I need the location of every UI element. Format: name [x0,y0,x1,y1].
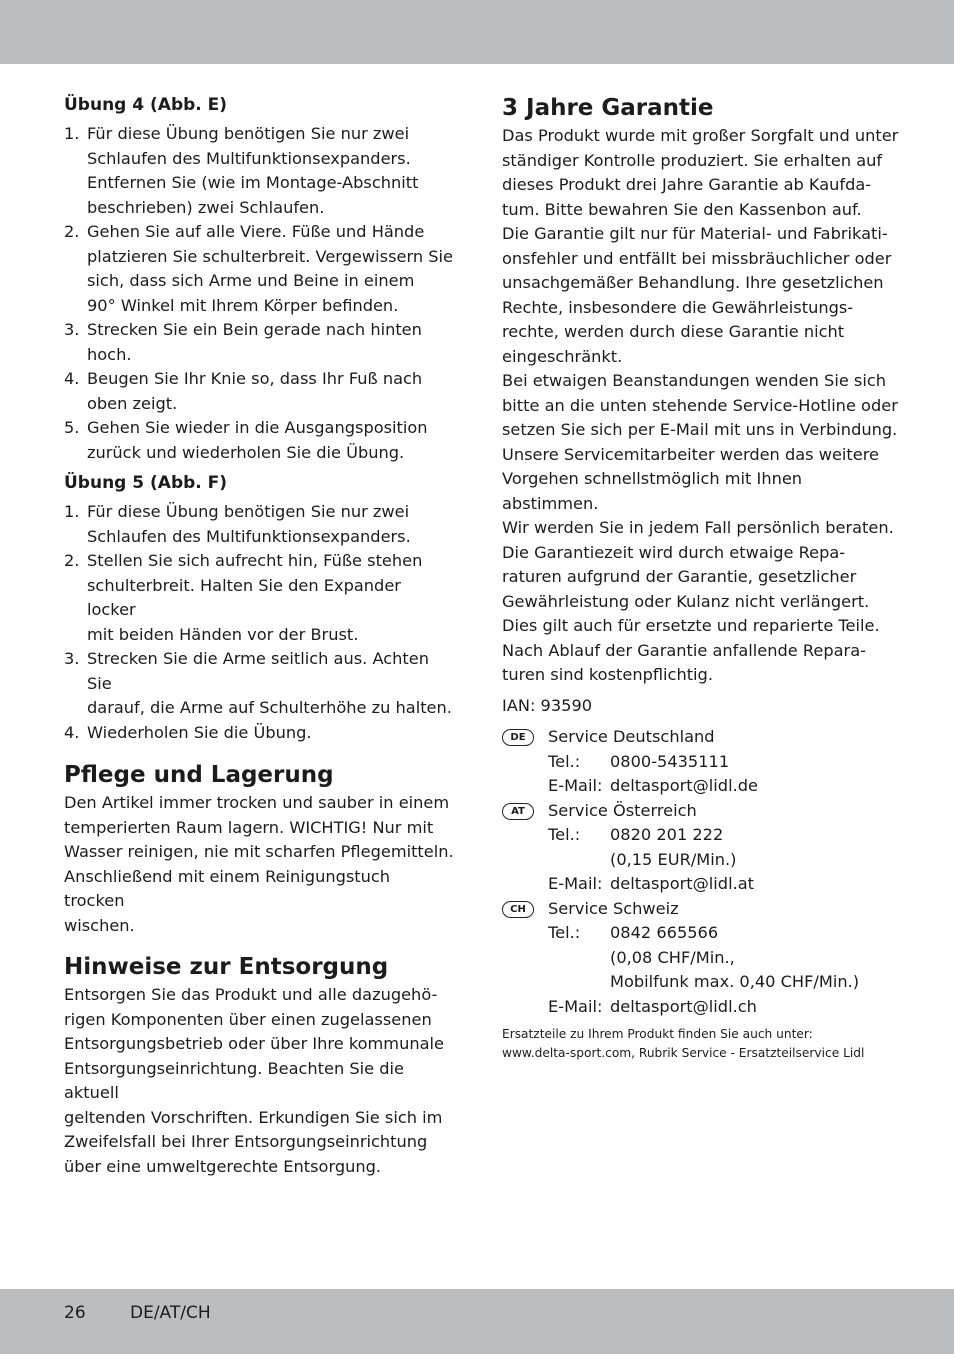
country-badge-at: AT [502,803,534,820]
uebung5-heading: Übung 5 (Abb. F) [64,473,228,493]
header-bar [0,0,954,64]
email-link[interactable]: deltasport@lidl.de [610,776,758,795]
pflege-heading: Pflege und Lagerung [64,762,334,788]
pflege-text: Den Artikel immer trocken und sauber in einem temperierten Raum lagern. WICHTIG! Nur mit Wasser reinigen, nie mit scharfen Pflegemitteln. Anschließend mit einem Reinigungstuch trocken wischen. [64,793,454,935]
list-item: 4. Beugen Sie Ihr Knie so, dass Ihr Fuß nach oben zeigt. [64,369,423,413]
region-label: DE/AT/CH [130,1303,211,1323]
service-contacts [502,725,902,1019]
service-block-at: AT Service Österreich Tel.: 0820 201 222 (0,15 EUR/Min.) E-Mail: deltasport@lidl.at [502,799,902,897]
left-column [64,90,454,1179]
website-link[interactable]: www.delta-sport.com, Rubrik Service - Ersatzteilservice Lidl [502,1046,865,1060]
list-item: 1. Für diese Übung benötigen Sie nur zwei Schlaufen des Multifunktionsexpanders. Entfernen Sie (wie im Montage-Abschnitt beschrieben) zwei Schlaufen. [64,124,419,217]
entsorgung-text: Entsorgen Sie das Produkt und alle dazugehö- rigen Komponenten über einen zugelassenen Entsorgungsbetrieb oder über Ihre kommunale Entsorgungseinrichtung. Beachten Sie die aktuell geltenden Vorschriften. Erkundigen Sie sich im Zweifelsfall bei Ihrer Entsorgungseinrichtung über eine umweltgerechte Entsorgung. [64,985,444,1176]
list-item: 1. Für diese Übung benötigen Sie nur zwei Schlaufen des Multifunktionsexpanders. [64,502,411,546]
ian-number: IAN: 93590 [502,695,593,715]
phone-number[interactable]: 0820 201 222 [610,825,724,844]
service-name: Service Deutschland [548,727,715,746]
email-link[interactable]: deltasport@lidl.ch [610,996,757,1016]
service-name: Service Schweiz [548,898,679,918]
uebung4-heading: Übung 4 (Abb. E) [64,95,228,115]
email-link[interactable]: deltasport@lidl.at [610,874,754,893]
country-badge-ch: CH [502,901,534,918]
right-column [502,90,902,1063]
garantie-heading: 3 Jahre Garantie [502,95,714,121]
list-item: 5. Gehen Sie wieder in die Ausgangsposition zurück und wiederholen Sie die Übung. [64,418,428,462]
country-badge-de: DE [502,729,534,746]
ersatzteile-note: Ersatzteile zu Ihrem Produkt finden Sie auch unter: www.delta-sport.com, Rubrik Service - Ersatzteilservice Lidl [502,1027,865,1060]
phone-number[interactable]: 0800-5435111 [610,751,730,771]
service-block-de: DE Service Deutschland Tel.: 0800-5435111 E-Mail: deltasport@lidl.de [502,725,902,799]
list-item: 2. Gehen Sie auf alle Viere. Füße und Hände platzieren Sie schulterbreit. Vergewissern Sie sich, dass sich Arme und Beine in einem 90° Winkel mit Ihrem Körper befinden. [64,222,453,315]
page-number: 26 [64,1303,86,1323]
list-item: 3. Strecken Sie ein Bein gerade nach hinten hoch. [64,320,422,364]
garantie-text: Das Produkt wurde mit großer Sorgfalt und unter ständiger Kontrolle produziert. Sie erhalten auf dieses Produkt drei Jahre Garantie ab Kaufda- tum. Bitte bewahren Sie den Kassenbon auf. Die Garantie gilt nur für Material- und Fabrikati- onsfehler und entfällt bei missbräuchlicher oder unsachgemäßer Behandlung. Ihre gesetzlichen Rechte, insbesondere die Gewährleistungs- rechte, werden durch diese Garantie nicht eingeschränkt. Bei etwaigen Beanstandungen wenden Sie sich bitte an die unten stehende Service-Hotline oder setzen Sie sich per E-Mail mit uns in Verbindung. Unsere Servicemitarbeiter werden das weitere Vorgehen schnellstmöglich mit Ihnen abstimmen. Wir werden Sie in jedem Fall persönlich beraten. Die Garantiezeit wird durch etwaige Repa- raturen aufgrund der Garantie, gesetzlicher Gewährleistung oder Kulanz nicht verlängert. Dies gilt auch für ersetzte und reparierte Teile. Nach Ablauf der Garantie anfallende Repara- turen sind kostenpflichtig. [502,126,899,684]
uebung5-list [64,500,454,745]
list-item: 2. Stellen Sie sich aufrecht hin, Füße stehen schulterbreit. Halten Sie den Expander locker mit beiden Händen vor der Brust. [64,551,423,644]
service-block-ch: CH Service Schweiz Tel.: 0842 665566 (0,08 CHF/Min., Mobilfunk max. 0,40 CHF/Min.) E-Mail: deltasport@lidl.ch [502,897,902,1020]
entsorgung-heading: Hinweise zur Entsorgung [64,954,389,980]
uebung4-list [64,122,454,465]
service-name: Service Österreich [548,800,697,820]
list-item: 3. Strecken Sie die Arme seitlich aus. Achten Sie darauf, die Arme auf Schulterhöhe zu halten. [64,649,452,717]
list-item: 4. Wiederholen Sie die Übung. [64,722,312,742]
phone-number[interactable]: 0842 665566 [610,923,719,942]
